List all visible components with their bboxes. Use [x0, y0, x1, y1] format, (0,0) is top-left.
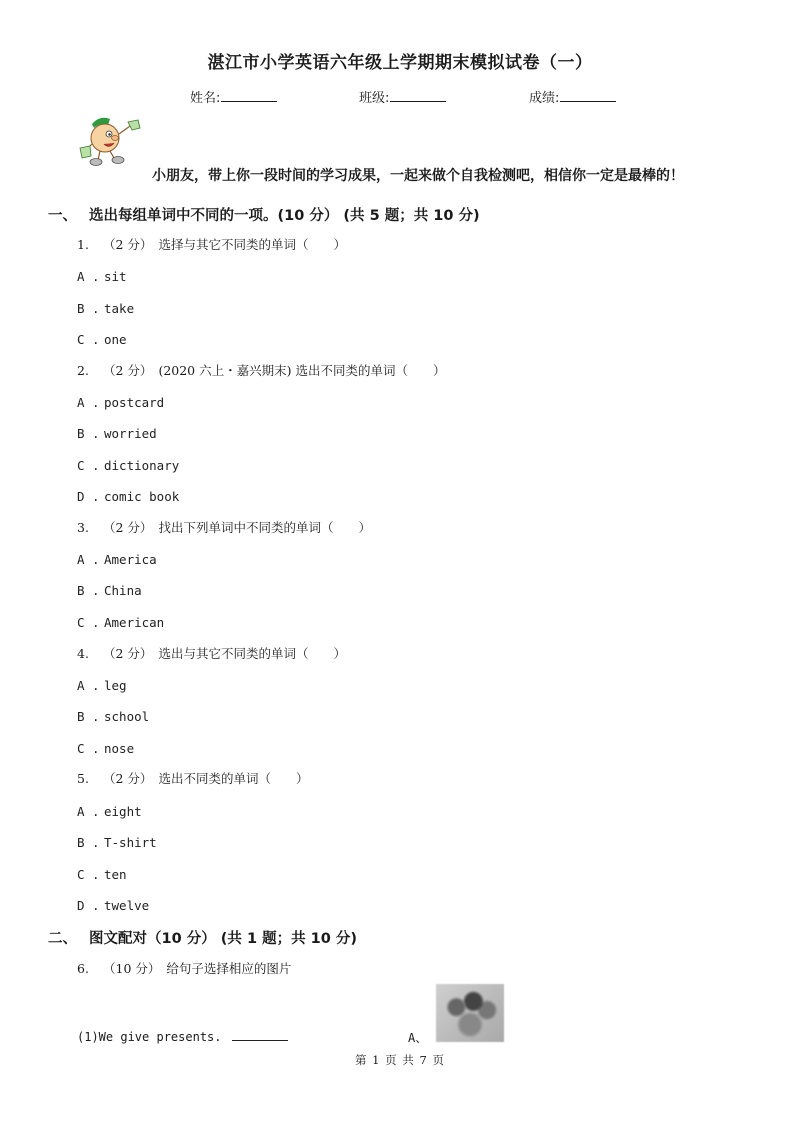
matching-item-text: (1)We give presents.: [77, 1030, 222, 1044]
option-text: eight: [104, 804, 142, 819]
matching-item-1: [77, 1029, 288, 1044]
option-letter: A .: [77, 678, 100, 693]
option-1b[interactable]: [77, 301, 134, 316]
option-2c[interactable]: [77, 458, 179, 473]
question-score: （2 分）: [103, 771, 153, 786]
score-field: [529, 87, 616, 106]
option-2a[interactable]: [77, 395, 164, 410]
option-letter: A .: [77, 804, 100, 819]
page-title: 湛江市小学英语六年级上学期期末模拟试卷（一）: [207, 53, 593, 73]
option-letter: D .: [77, 489, 100, 504]
question-4: [77, 644, 346, 662]
option-text: leg: [104, 678, 127, 693]
option-letter: B .: [77, 709, 100, 724]
option-letter: A .: [77, 552, 100, 567]
option-4c[interactable]: [77, 741, 134, 756]
option-text: take: [104, 301, 135, 316]
option-letter: B .: [77, 301, 100, 316]
question-number: 3.: [77, 520, 89, 535]
section-1-number: 一、: [48, 208, 77, 224]
question-1: [77, 235, 346, 253]
option-2d[interactable]: [77, 489, 179, 504]
option-text: T-shirt: [104, 835, 157, 850]
section-2-heading: [48, 927, 357, 948]
encouragement-text: 小朋友，带上你一段时间的学习成果，一起来做个自我检测吧，相信你一定是最棒的！: [152, 168, 684, 184]
option-letter: C .: [77, 741, 100, 756]
option-2b[interactable]: [77, 426, 157, 441]
question-prompt: 找出下列单词中不同类的单词（ ）: [158, 520, 371, 535]
name-label: 姓名:: [190, 91, 221, 106]
option-text: comic book: [104, 489, 180, 504]
option-text: China: [104, 583, 142, 598]
question-2: [77, 361, 445, 379]
cartoon-mascot-icon: [78, 114, 148, 170]
option-text: worried: [104, 426, 157, 441]
option-letter: A .: [77, 395, 100, 410]
option-5a[interactable]: [77, 804, 142, 819]
option-5b[interactable]: [77, 835, 157, 850]
option-text: America: [104, 552, 157, 567]
option-letter: C .: [77, 615, 100, 630]
section-2-number: 二、: [48, 931, 77, 947]
score-blank: [560, 89, 616, 102]
question-score: （2 分）: [103, 520, 153, 535]
option-text: American: [104, 615, 165, 630]
option-letter: B .: [77, 583, 100, 598]
option-1c[interactable]: [77, 332, 127, 347]
option-3b[interactable]: [77, 583, 142, 598]
option-text: ten: [104, 867, 127, 882]
question-3: [77, 518, 371, 536]
question-prompt: 选出不同类的单词（ ）: [158, 771, 309, 786]
option-text: school: [104, 709, 150, 724]
picture-a-label: A、: [408, 1031, 428, 1045]
name-field: [190, 87, 277, 106]
class-label: 班级:: [359, 91, 390, 106]
question-score: （2 分）: [103, 237, 153, 252]
question-number: 4.: [77, 646, 89, 661]
question-score: （2 分）: [103, 363, 153, 378]
option-letter: A .: [77, 269, 100, 284]
answer-blank[interactable]: [232, 1029, 288, 1041]
question-prompt: (2020 六上・嘉兴期末) 选出不同类的单词（ ）: [158, 363, 446, 378]
option-1a[interactable]: [77, 269, 127, 284]
option-letter: B .: [77, 426, 100, 441]
option-5c[interactable]: [77, 867, 127, 882]
question-6: [77, 959, 291, 977]
question-prompt: 选择与其它不同类的单词（ ）: [158, 237, 346, 252]
page-number: 第 1 页 共 7 页: [355, 1053, 445, 1067]
option-5d[interactable]: [77, 898, 149, 913]
option-letter: D .: [77, 898, 100, 913]
question-5: [77, 769, 308, 787]
section-1-heading: [48, 204, 480, 225]
question-prompt: 选出与其它不同类的单词（ ）: [158, 646, 346, 661]
class-blank: [390, 89, 446, 102]
class-field: [359, 87, 446, 106]
question-number: 6.: [77, 961, 89, 976]
question-prompt: 给句子选择相应的图片: [166, 961, 292, 976]
option-text: dictionary: [104, 458, 180, 473]
children-photo-image: [436, 984, 504, 1042]
question-number: 2.: [77, 363, 89, 378]
option-text: postcard: [104, 395, 165, 410]
option-3a[interactable]: [77, 552, 157, 567]
option-3c[interactable]: [77, 615, 164, 630]
question-score: （10 分）: [103, 961, 161, 976]
option-4b[interactable]: [77, 709, 149, 724]
option-text: sit: [104, 269, 127, 284]
section-2-title: 图文配对（10 分） (共 1 题；共 10 分): [89, 931, 357, 947]
option-letter: C .: [77, 867, 100, 882]
question-score: （2 分）: [103, 646, 153, 661]
section-1-title: 选出每组单词中不同的一项。(10 分） (共 5 题；共 10 分): [89, 208, 480, 224]
option-text: nose: [104, 741, 135, 756]
option-letter: B .: [77, 835, 100, 850]
name-blank: [221, 89, 277, 102]
option-letter: C .: [77, 458, 100, 473]
option-letter: C .: [77, 332, 100, 347]
question-number: 1.: [77, 237, 89, 252]
score-label: 成绩:: [529, 91, 560, 106]
option-text: one: [104, 332, 127, 347]
option-4a[interactable]: [77, 678, 127, 693]
option-text: twelve: [104, 898, 150, 913]
question-number: 5.: [77, 771, 89, 786]
